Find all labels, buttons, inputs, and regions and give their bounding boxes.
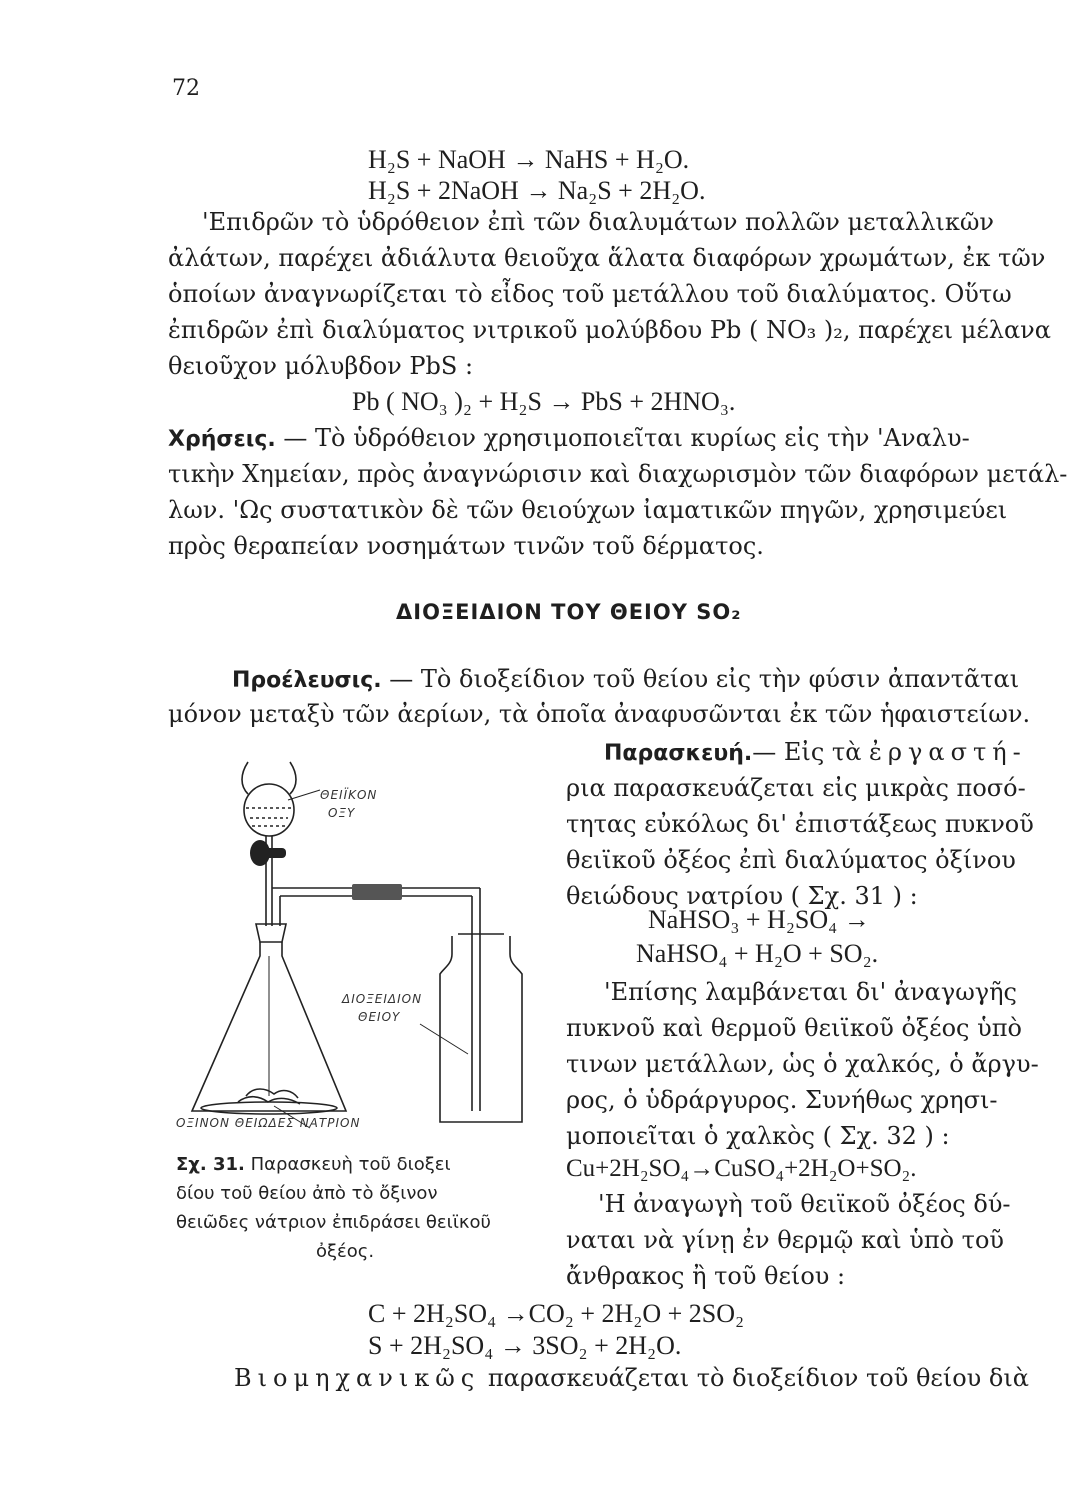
paragraph-line: τινων μετάλλων, ὡς ὁ χαλκός, ὁ ἄργυ-	[566, 1050, 1039, 1078]
caption-line: δίου τοῦ θείου ἀπὸ τὸ ὄξινον	[176, 1183, 438, 1204]
equation-h2s-naoh: H₂S + NaOH → NaHS + H₂O.	[368, 145, 690, 174]
paragraph-line: ἐπιδρῶν ἐπὶ διαλύματος νιτρικοῦ μολύβδου Pb ( NO₃ )₂, παρέχει μέλανα	[168, 316, 1051, 344]
uses-text: — Τὸ ὑδρόθειον χρησιμοποιεῖται κυρίως εἰς τὴν 'Αναλυ-	[275, 424, 970, 452]
last-line-text: παρασκευάζεται τὸ διοξείδιον τοῦ θείου διὰ	[480, 1364, 1029, 1392]
last-line-spaced-word: Βιομηχανικῶς	[234, 1364, 481, 1392]
preparation-spaced-word: ἐργαστή-	[869, 738, 1027, 766]
paragraph-line: μόνον μεταξὺ τῶν ἀερίων, τὰ ὁποῖα ἀναφυσῶνται ἐκ τῶν ἡφαιστείων.	[168, 700, 1031, 728]
paragraph-line: μοποιεῖται ὁ χαλκὸς ( Σχ. 32 ) :	[566, 1122, 950, 1150]
equation-h2s-2naoh: H₂S + 2NaOH → Na₂S + 2H₂O.	[368, 176, 706, 205]
paragraph-line: ἄνθρακος ἢ τοῦ θείου :	[566, 1262, 846, 1290]
paragraph-line: τητας εὐκόλως δι' ἐπιστάξεως πυκνοῦ	[566, 810, 1034, 838]
paragraph-line: πυκνοῦ καὶ θερμοῦ θειϊκοῦ ὀξέος ὑπὸ	[566, 1014, 1022, 1042]
preparation-text: — Εἰς τὰ	[752, 738, 870, 766]
equation-copper: Cu+2H₂SO₄→CuSO₄+2H₂O+SO₂.	[566, 1155, 917, 1182]
equation-bisulfite-1: NaHSO₃ + H₂SO₄ →	[648, 905, 870, 934]
equation-carbon: C + 2H₂SO₄ →CO₂ + 2H₂O + 2SO₂	[368, 1299, 745, 1328]
paragraph-line: ρος, ὁ ὑδράργυρος. Συνήθως χρησι-	[566, 1086, 998, 1114]
caption-line	[176, 1150, 528, 1179]
paragraph-line: θειϊκοῦ ὀξέος ἐπὶ διαλύματος ὀξίνου	[566, 846, 1016, 874]
paragraph-line: 'Η ἀναγωγὴ τοῦ θειϊκοῦ ὀξέος δύ-	[598, 1190, 1011, 1218]
preparation-first-line	[604, 738, 1027, 767]
paragraph-line: 'Επίσης λαμβάνεται δι' ἀναγωγῆς	[604, 978, 1017, 1006]
preparation-label: Παρασκευή.	[604, 741, 753, 766]
label-sodium-bisulfite: ΟΞΙΝΟΝ ΘΕΙΩΔΕΣ ΝΑΤΡΙΟΝ	[176, 1116, 361, 1130]
caption-line: θειῶδες νάτριον ἐπιδράσει θειϊκοῦ	[176, 1212, 491, 1233]
uses-label: Χρήσεις.	[168, 427, 276, 452]
equation-bisulfite-2: NaHSO₄ + H₂O + SO₂.	[636, 939, 879, 968]
paragraph-line: ὁποίων ἀναγνωρίζεται τὸ εἶδος τοῦ μετάλλου τοῦ διαλύματος. Οὕτω	[168, 280, 1012, 308]
equation-sulfur: S + 2H₂SO₄ → 3SO₂ + 2H₂O.	[368, 1331, 682, 1360]
paragraph-line: 'Επιδρῶν τὸ ὑδρόθειον ἐπὶ τῶν διαλυμάτων πολλῶν μεταλλικῶν	[202, 208, 994, 236]
caption-line: ὀξέος.	[316, 1241, 375, 1262]
section-heading: ΔΙΟΞΕΙΔΙΟΝ ΤΟΥ ΘΕΙΟΥ SO₂	[396, 600, 742, 624]
last-line	[234, 1364, 1029, 1393]
uses-first-line	[168, 424, 970, 453]
paragraph-line: ναται νὰ γίνῃ ἐν θερμῷ καὶ ὑπὸ τοῦ	[566, 1226, 1004, 1254]
paragraph-line: ἀλάτων, παρέχει ἀδιάλυτα θειοῦχα ἅλατα διαφόρων χρωμάτων, ἐκ τῶν	[168, 244, 1046, 272]
figure-31-apparatus	[170, 756, 550, 1136]
caption-text: Παρασκευὴ τοῦ διοξει	[244, 1154, 451, 1175]
origin-label: Προέλευσις.	[232, 668, 382, 693]
origin-text: — Τὸ διοξείδιον τοῦ θείου εἰς τὴν φύσιν ἀπαντᾶται	[381, 665, 1020, 693]
equation-lead-nitrate: Pb ( NO₃ )₂ + H₂S → PbS + 2HNO₃.	[352, 387, 736, 416]
label-sulfuric-acid-2: ΟΞΥ	[328, 806, 356, 820]
paragraph-line: θειοῦχον μόλυβδον PbS :	[168, 352, 474, 380]
page-number: 72	[172, 76, 200, 101]
label-sulfur-dioxide: ΔΙΟΞΕΙΔΙΟΝ	[342, 992, 423, 1006]
label-sulfuric-acid: ΘΕΙΪΚΟΝ	[320, 788, 378, 802]
label-sulfur-dioxide-2: ΘΕΙΟΥ	[358, 1010, 401, 1024]
caption-label: Σχ. 31.	[176, 1154, 245, 1175]
paragraph-line: πρὸς θεραπείαν νοσημάτων τινῶν τοῦ δέρματος.	[168, 532, 764, 560]
origin-first-line	[232, 665, 1019, 694]
figure-caption	[176, 1150, 528, 1266]
paragraph-line: θειώδους νατρίου ( Σχ. 31 ) :	[566, 882, 918, 910]
paragraph-line: τικὴν Χημείαν, πρὸς ἀναγνώρισιν καὶ διαχωρισμὸν τῶν διαφόρων μετάλ-	[168, 460, 1068, 488]
paragraph-line: ρια παρασκευάζεται εἰς μικρὰς ποσό-	[566, 774, 1026, 802]
paragraph-line: λων. 'Ως συστατικὸν δὲ τῶν θειούχων ἰαματικῶν πηγῶν, χρησιμεύει	[168, 496, 1008, 524]
